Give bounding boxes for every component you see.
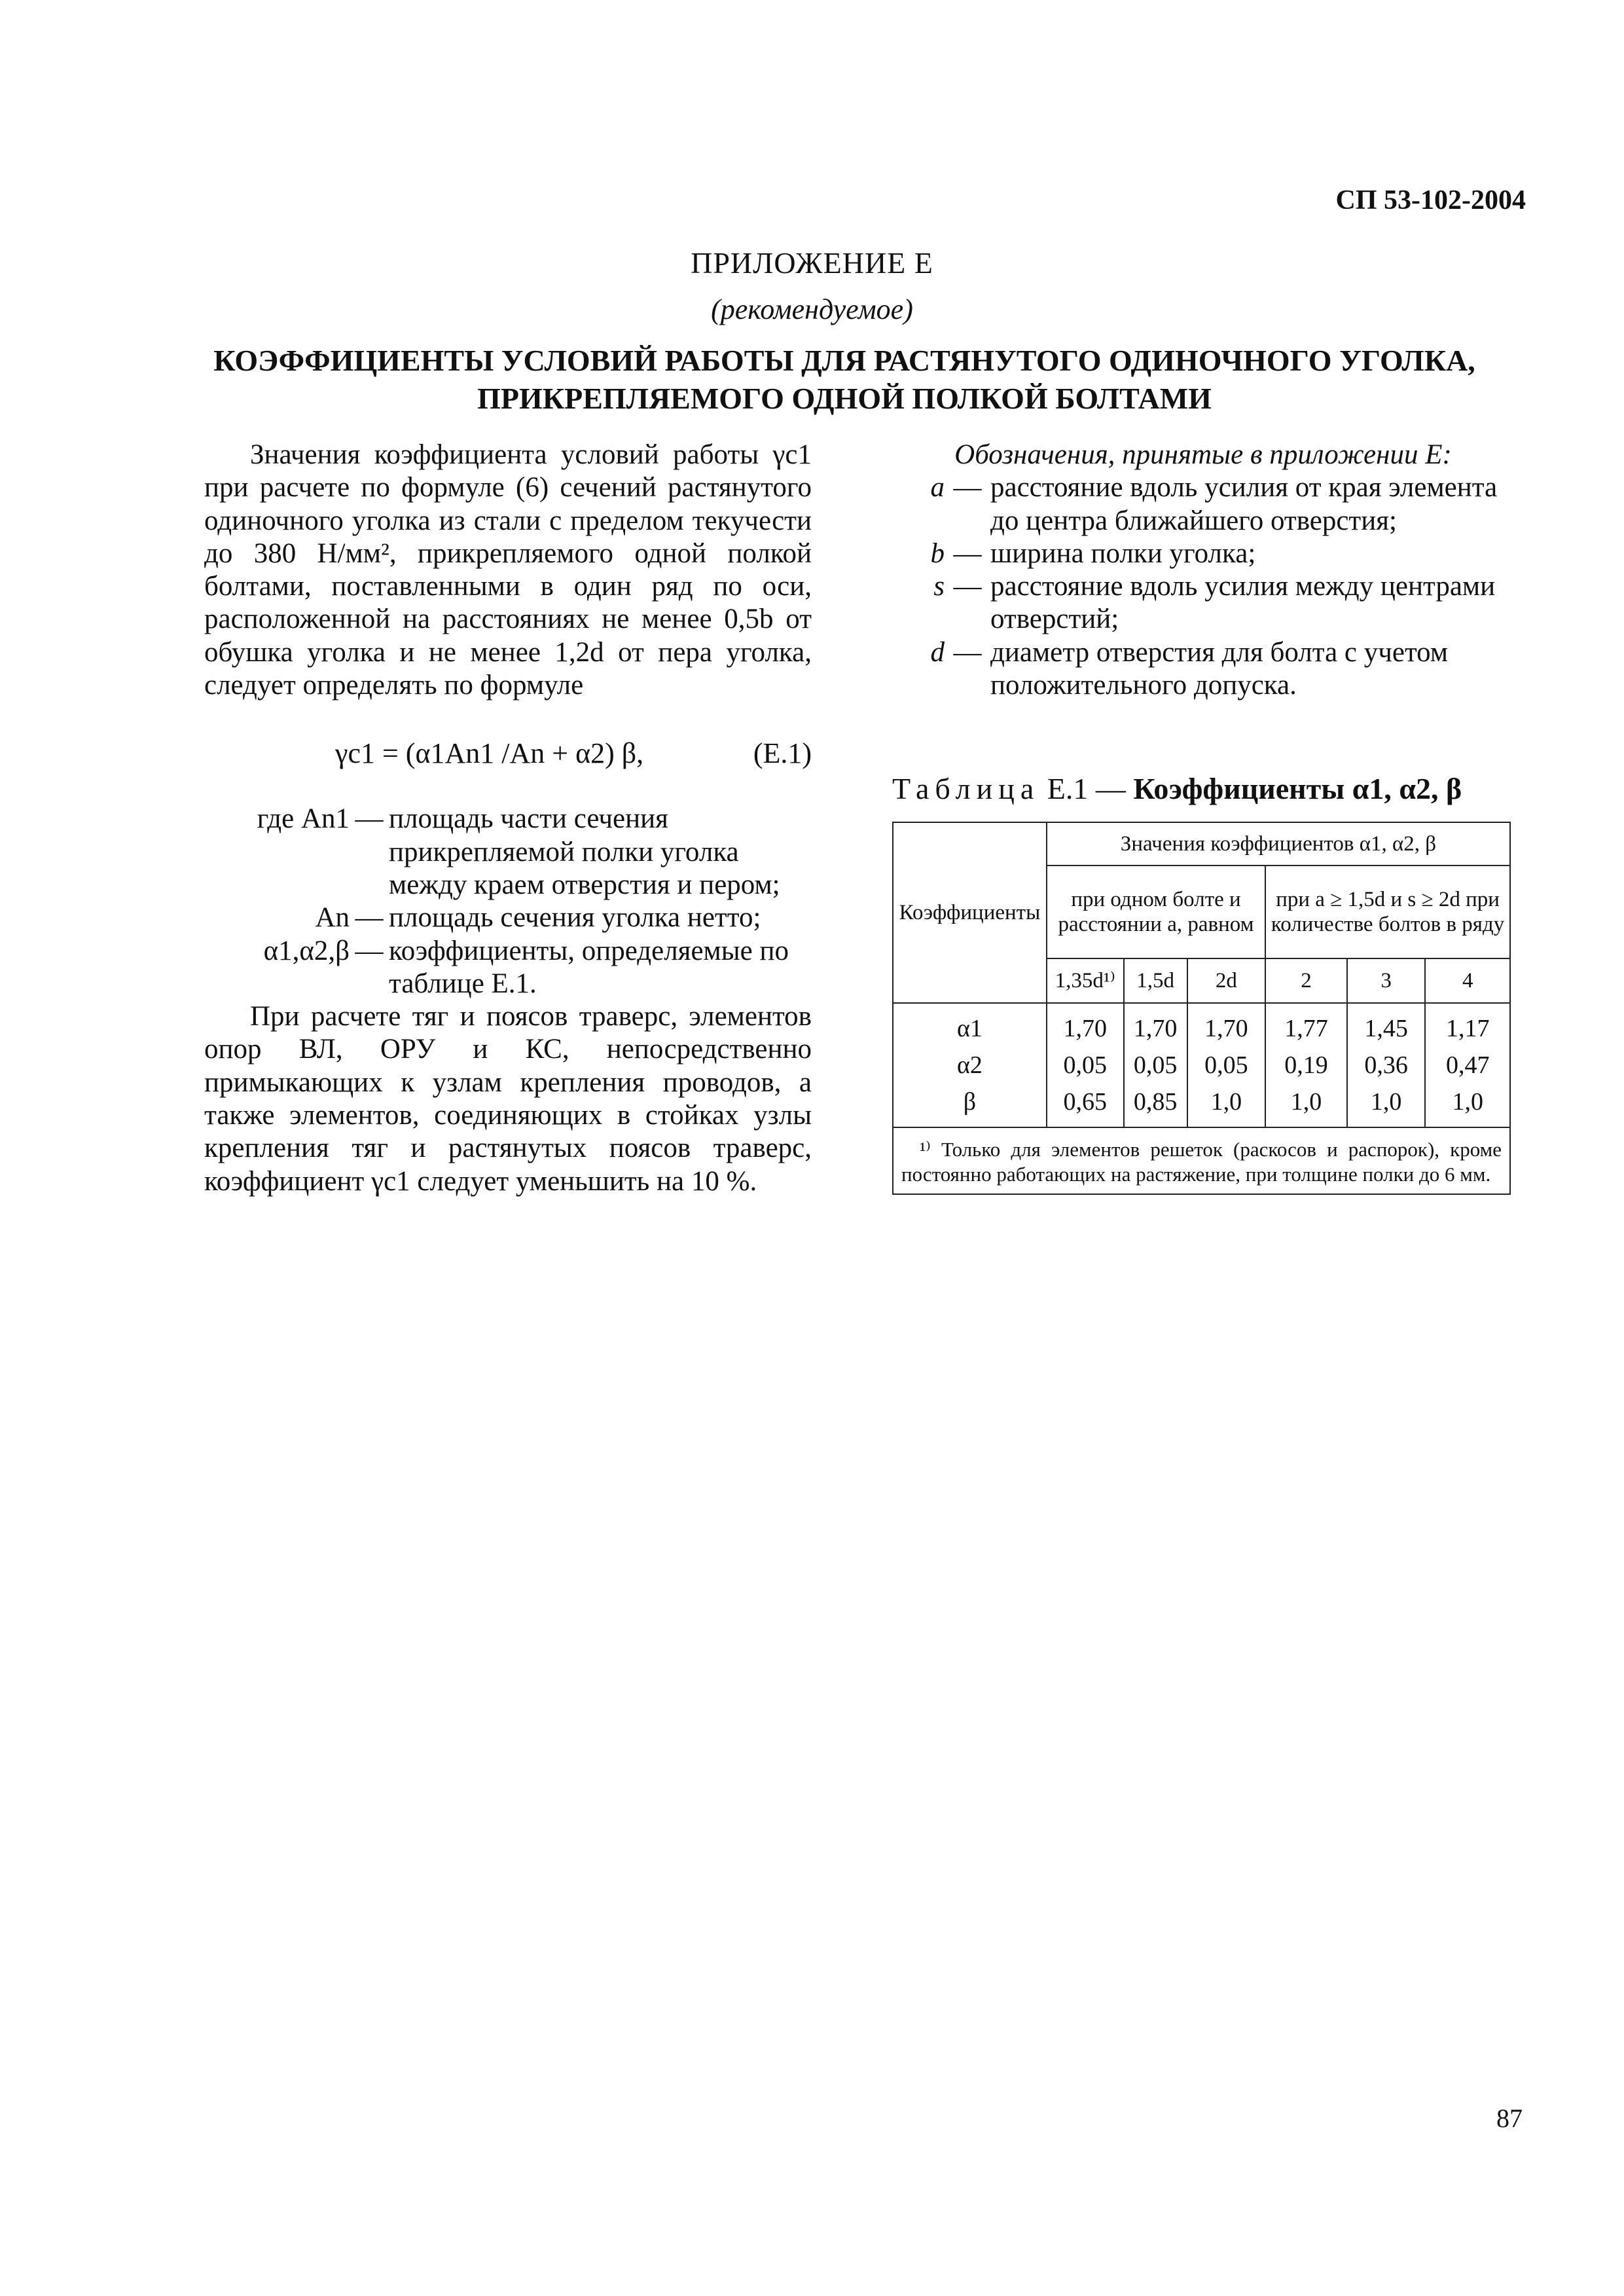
table-cell: 0,05 — [1133, 1051, 1178, 1079]
formula-line — [204, 715, 812, 793]
table-caption-title: Коэффициенты α1, α2, β — [1133, 772, 1462, 805]
table-footnote-text: ¹⁾ Только для элементов решеток (раскосов и распорок), кроме постоянно работающих на растяжение, при толщине полки до 6 мм. — [901, 1138, 1502, 1186]
paragraph-reduction: При расчете тяг и поясов траверс, элементов опор ВЛ, ОРУ и КС, непосредственно примыкающих к узлам крепления проводов, а также элементов, соединяющих в стойках узлы крепления тяг и растянутых поясов траверс, коэффициент γc1 следует уменьшить на 10 %. — [204, 1001, 812, 1197]
table-body — [893, 1003, 1510, 1127]
table-cell: 1,0 — [1210, 1088, 1242, 1116]
right-column — [892, 439, 1514, 702]
where-dash: — — [355, 935, 384, 966]
notation-text: ширина полки уголка; — [990, 538, 1256, 569]
notation-symbol: d — [930, 636, 945, 668]
header-values: Значения коэффициентов α1, α2, β — [1047, 822, 1510, 866]
appendix-label: ПРИЛОЖЕНИЕ Е — [691, 246, 933, 280]
document-code: СП 53-102-2004 — [1335, 185, 1526, 215]
notation-dash: — — [953, 571, 982, 602]
left-column — [204, 439, 812, 1198]
appendix-title — [196, 342, 1492, 418]
table-column-cell — [1187, 1003, 1266, 1127]
notation-dash: — — [953, 472, 982, 503]
where-dash: — — [355, 902, 384, 934]
header-one-bolt: при одном болте и расстоянии a, равном — [1047, 866, 1265, 958]
where-symbol: An — [315, 902, 350, 934]
table-column-cell — [1047, 1003, 1124, 1127]
where-text: площадь сечения уголка нетто; — [389, 902, 761, 934]
row-labels-cell — [893, 1003, 1047, 1127]
table-column-cell — [1265, 1003, 1347, 1127]
header-multi-bolt: при a ≥ 1,5d и s ≥ 2d при количестве болтов в ряду — [1265, 866, 1510, 958]
formula-number: (Е.1) — [753, 737, 812, 770]
notation-dash: — — [953, 636, 982, 668]
row-label: β — [963, 1088, 977, 1116]
intro-paragraph: Значения коэффициента условий работы γc1 при расчете по формуле (6) сечений растянутого одиночного уголка из стали с пределом текучести до 380 Н/мм², прикрепляемого одной полкой болтами, поставленными в один ряд по оси, расположенной на расстояниях не менее 0,5b от обушка уголка и не менее 1,2d от пера уголка, следует определять по формуле — [204, 439, 812, 701]
notation-item — [892, 471, 1514, 538]
notation-text: расстояние вдоль усилия от края элемента до центра ближайшего отверстия; — [990, 472, 1498, 536]
table-cell: 0,65 — [1063, 1088, 1108, 1116]
where-text: коэффициенты, определяемые по таблице Е.1. — [389, 935, 789, 999]
header-coefficients: Коэффициенты — [893, 822, 1047, 1003]
row-label: α1 — [956, 1015, 983, 1042]
notation-item — [892, 570, 1514, 636]
table-cell: 1,0 — [1290, 1088, 1322, 1116]
where-item — [204, 935, 812, 1001]
formula-e1: γc1 = (α1An1 /An + α2) β, — [335, 737, 644, 770]
column-header: 1,5d — [1124, 958, 1187, 1003]
table-cell: 1,0 — [1370, 1088, 1402, 1116]
table-cell: 1,77 — [1284, 1015, 1328, 1042]
table-cell: 1,45 — [1364, 1015, 1408, 1042]
where-symbol: α1,α2,β — [263, 935, 350, 966]
appendix-title-line2: ПРИКРЕПЛЯЕМОГО ОДНОЙ ПОЛКОЙ БОЛТАМИ — [477, 382, 1212, 415]
notation-item — [892, 538, 1514, 570]
table-cell: 1,70 — [1133, 1015, 1178, 1042]
table-cell: 0,85 — [1133, 1088, 1178, 1116]
where-item — [204, 902, 812, 934]
table-caption-number: Е.1 — — [1047, 772, 1126, 805]
notation-symbol: a — [930, 472, 945, 503]
coefficients-table — [892, 822, 1511, 1195]
column-header: 2 — [1265, 958, 1347, 1003]
notation-text: расстояние вдоль усилия между центрами отверстий; — [990, 571, 1496, 635]
page-number: 87 — [1496, 2104, 1523, 2133]
row-label: α2 — [956, 1051, 983, 1079]
column-header: 2d — [1187, 958, 1266, 1003]
where-item — [204, 803, 812, 902]
where-list — [204, 803, 812, 1000]
table-column-cell — [1124, 1003, 1187, 1127]
where-dash: — — [355, 803, 384, 835]
notation-symbol: s — [933, 571, 945, 602]
notation-item — [892, 636, 1514, 702]
column-header: 3 — [1347, 958, 1426, 1003]
table-cell: 1,70 — [1204, 1015, 1248, 1042]
appendix-title-line1: КОЭФФИЦИЕНТЫ УСЛОВИЙ РАБОТЫ ДЛЯ РАСТЯНУТОГО ОДИНОЧНОГО УГОЛКА, — [213, 344, 1475, 377]
table-cell: 1,0 — [1452, 1088, 1483, 1116]
table-caption — [892, 771, 1462, 806]
notation-symbol: b — [930, 538, 945, 569]
table-caption-prefix: Таблица — [892, 772, 1040, 805]
appendix-note: (рекомендуемое) — [711, 293, 913, 325]
column-header: 4 — [1425, 958, 1510, 1003]
table-column-cell — [1425, 1003, 1510, 1127]
notation-text: диаметр отверстия для болта с учетом положительного допуска. — [990, 636, 1449, 701]
table-cell: 1,70 — [1063, 1015, 1108, 1042]
where-text: площадь части сечения прикрепляемой полки уголка между краем отверстия и пером; — [389, 803, 780, 900]
notation-dash: — — [953, 538, 982, 569]
table-cell: 1,17 — [1445, 1015, 1490, 1042]
table-cell: 0,47 — [1445, 1051, 1490, 1079]
table-cell: 0,36 — [1364, 1051, 1408, 1079]
table-cell: 0,05 — [1204, 1051, 1248, 1079]
notation-title: Обозначения, принятые в приложении Е: — [954, 439, 1452, 470]
table-column-cell — [1347, 1003, 1426, 1127]
table-cell: 0,19 — [1284, 1051, 1328, 1079]
table-footnote — [893, 1127, 1510, 1194]
where-symbol: где An1 — [257, 803, 350, 835]
table-cell: 0,05 — [1063, 1051, 1108, 1079]
column-header: 1,35d¹⁾ — [1047, 958, 1124, 1003]
